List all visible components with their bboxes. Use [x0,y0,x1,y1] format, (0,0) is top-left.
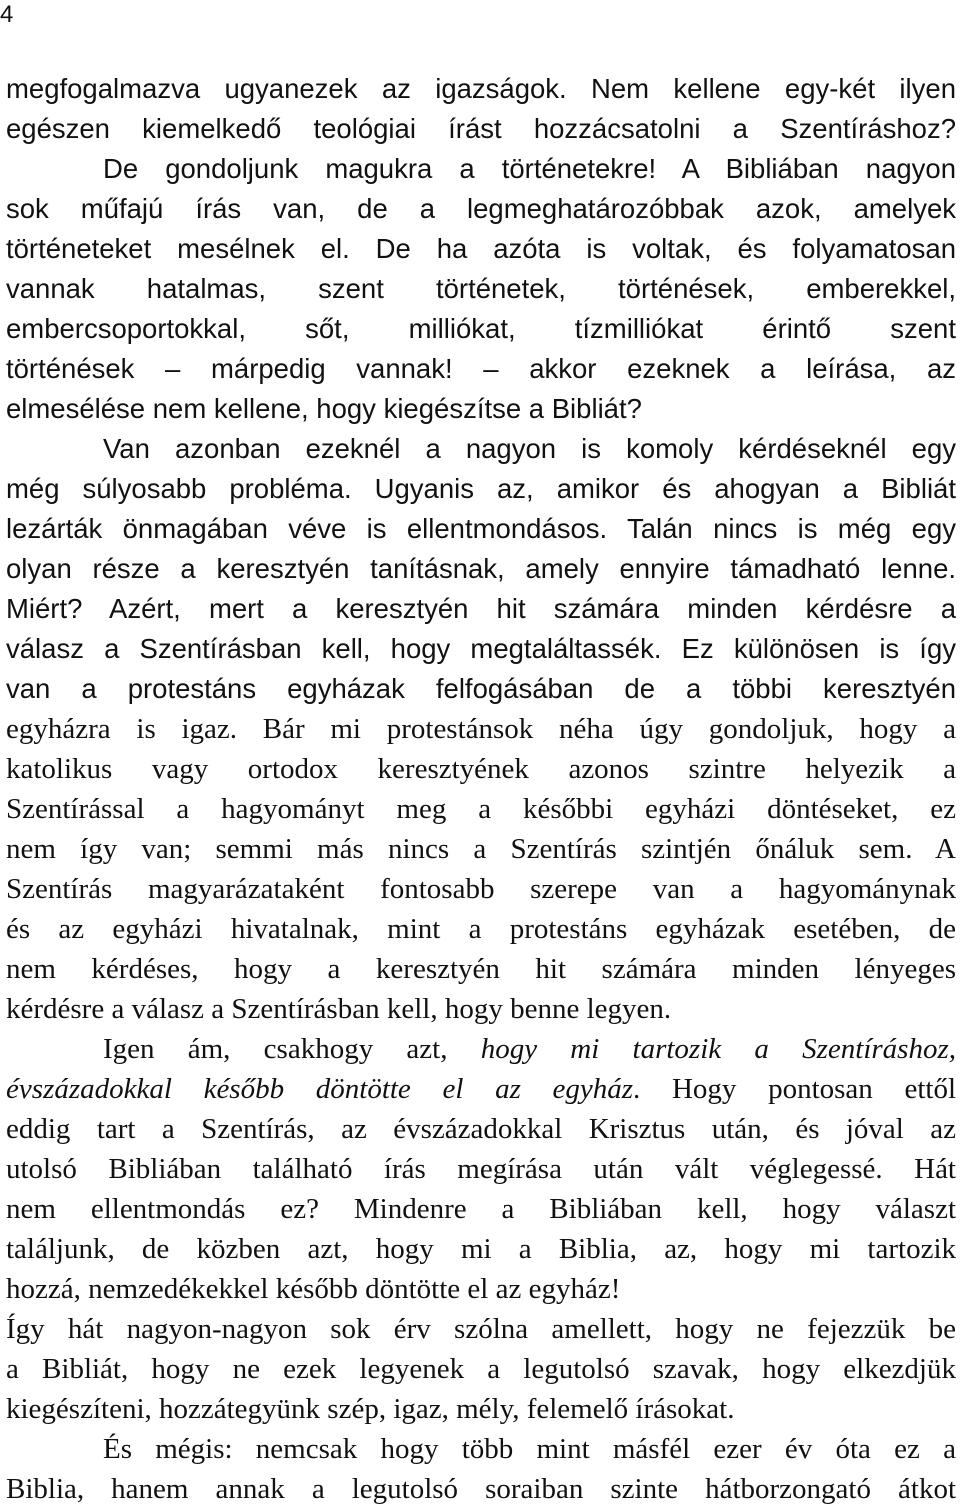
text-run: . Hogy pontosan ettől [633,1073,956,1105]
text-line: megfogalmazva ugyanezek az igazságok. Nem kellene egy-két ilyen [6,73,956,104]
text-line: Van azonban ezeknél a nagyon is komoly kérdéseknél egy [103,433,956,464]
text-line: De gondoljunk magukra a történetekre! A Bibliában nagyon [103,153,956,184]
text-line: Szentírással a hagyományt meg a későbbi egyházi döntéseket, ez [6,793,956,825]
text-line: eddig tart a Szentírás, az évszázadokkal Krisztus után, és jóval az [6,1113,956,1145]
text-line: van a protestáns egyházak felfogásában de a többi keresztyén [6,673,956,704]
text-line: sok műfajú írás van, de a legmeghatározóbbak azok, amelyek [6,193,956,224]
text-line: történeteket mesélnek el. De ha azóta is voltak, és folyamatosan [6,233,956,264]
text-run: Igen ám, csakhogy azt, [103,1033,481,1065]
text-line: utolsó Bibliában található írás megírása után vált véglegessé. Hát [6,1153,956,1185]
text-line: a Bibliát, hogy ne ezek legyenek a legutolsó szavak, hogy elkezdjük [6,1353,956,1385]
italic-run: hogy mi tartozik a Szentíráshoz, [480,1033,956,1065]
text-line: egyházra is igaz. Bár mi protestánsok néha úgy gondoljuk, hogy a [6,713,956,745]
text-line: találjunk, de közben azt, hogy mi a Biblia, az, hogy mi tartozik [6,1233,956,1265]
italic-run: évszázadokkal később döntötte el az egyház [6,1073,634,1105]
text-line: egészen kiemelkedő teológiai írást hozzácsatolni a Szentíráshoz? [6,113,956,144]
text-line: elmesélése nem kellene, hogy kiegészítse a Bibliát? [6,393,642,424]
text-line: olyan része a keresztyén tanításnak, amely ennyire támadható lenne. [6,553,956,584]
text-line: nem kérdéses, hogy a keresztyén hit számára minden lényeges [6,953,956,985]
text-line: Biblia, hanem annak a legutolsó soraiban szinte hátborzongató átkot [6,1473,956,1505]
text-line: És mégis: nemcsak hogy több mint másfél ezer év óta ez a [103,1433,956,1465]
page-number: 4 [0,1,14,28]
text-line [6,1029,956,1069]
text-line: Szentírás magyarázataként fontosabb szerepe van a hagyománynak [6,873,956,905]
text-line: lezárták önmagában véve is ellentmondásos. Talán nincs is még egy [6,513,956,544]
text-line: Miért? Azért, mert a keresztyén hit számára minden kérdésre a [6,593,956,624]
text-line: embercsoportokkal, sőt, milliókat, tízmilliókat érintő szent [6,313,956,344]
text-line: hozzá, nemzedékekkel később döntötte el az egyház! [6,1273,621,1305]
text-line: kérdésre a válasz a Szentírásban kell, hogy benne legyen. [6,993,672,1025]
text-line: és az egyházi hivatalnak, mint a protestáns egyházak esetében, de [6,913,956,945]
text-line: vannak hatalmas, szent történetek, történések, emberekkel, [6,273,956,304]
text-line: válasz a Szentírásban kell, hogy megtaláltassék. Ez különösen is így [6,633,956,664]
text-line [6,1069,956,1109]
text-line: még súlyosabb probléma. Ugyanis az, amikor és ahogyan a Bibliát [6,473,956,504]
text-line: katolikus vagy ortodox keresztyének azonos szintre helyezik a [6,753,956,785]
text-line: nem ellentmondás ez? Mindenre a Bibliában kell, hogy választ [6,1193,956,1225]
text-line: Így hát nagyon-nagyon sok érv szólna amellett, hogy ne fejezzük be [6,1313,956,1345]
text-line: nem így van; semmi más nincs a Szentírás szintjén őnáluk sem. A [6,833,956,865]
text-line: történések – márpedig vannak! – akkor ezeknek a leírása, az [6,353,956,384]
text-line: kiegészíteni, hozzátegyünk szép, igaz, mély, felemelő írásokat. [6,1393,735,1425]
